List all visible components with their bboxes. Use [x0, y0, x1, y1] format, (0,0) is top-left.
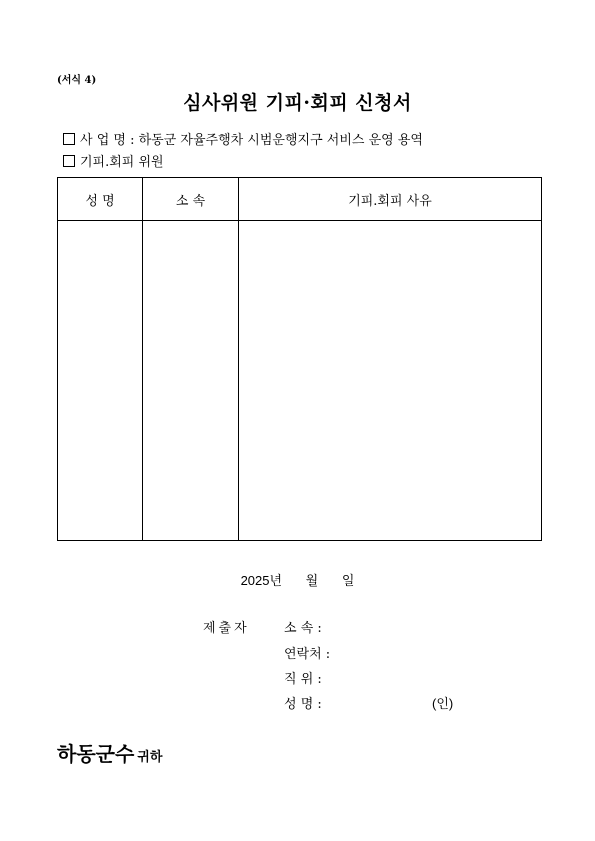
affiliation-cell[interactable] — [143, 221, 239, 541]
table-row — [58, 221, 542, 541]
business-name-line — [63, 129, 423, 148]
header-affiliation: 소 속 — [143, 178, 239, 221]
contact-label: 연락처 : — [284, 647, 331, 662]
committee-checkbox[interactable] — [63, 155, 75, 167]
date-line — [0, 570, 595, 589]
committee-member-label: 기피.회피 위원 — [80, 155, 164, 170]
name-cell[interactable] — [58, 221, 143, 541]
form-number-label: (서식 4) — [57, 75, 97, 86]
addressee-suffix: 귀하 — [137, 750, 163, 765]
addressee-name: 하동군수 — [57, 742, 135, 766]
application-table — [57, 177, 542, 541]
date-day: 일 — [341, 573, 355, 588]
position-label: 직 위 : — [284, 672, 322, 687]
table-header-row — [58, 178, 542, 221]
business-checkbox[interactable] — [63, 133, 75, 145]
addressee — [57, 738, 162, 767]
date-year: 2025년 — [240, 573, 283, 588]
seal-mark: (인) — [432, 696, 454, 711]
submitter-label: 제출자 — [203, 621, 250, 636]
affiliation-label: 소 속 : — [284, 621, 322, 636]
date-month: 월 — [305, 573, 319, 588]
business-name-label: 사 업 명 : 하동군 자율주행차 시범운행지구 서비스 운영 용역 — [80, 133, 423, 148]
header-name: 성 명 — [58, 178, 143, 221]
committee-member-line — [63, 151, 164, 170]
name-label: 성 명 : — [284, 697, 322, 712]
header-reason: 기피.회피 사유 — [239, 178, 542, 221]
page-title: 심사위원 기피·회피 신청서 — [183, 92, 412, 114]
reason-cell[interactable] — [239, 221, 542, 541]
